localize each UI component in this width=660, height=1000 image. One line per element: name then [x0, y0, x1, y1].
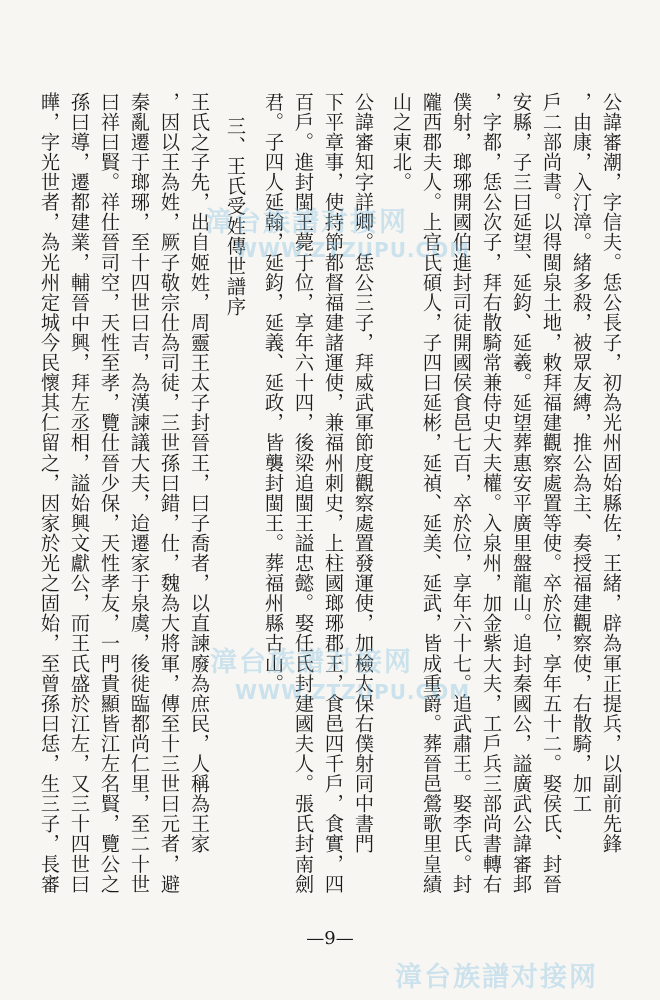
text-column-13: 王氏之子先，出自姬姓，周靈王太子封晉王，曰子喬者，以直諫廢為庶民，人稱為王家 [188, 92, 211, 854]
watermark-url: WWW.ZTZUPU.COM [235, 680, 471, 704]
text-column-1: 公諱審潮，字信夫。恁公長子，初為光州固始縣佐，王緒，辟為軍正提兵，以副前先鋒 [600, 92, 623, 854]
text-column-17: 孫曰導，遷都建業，輔晉中興，拜左丞相，謚始興文獻公，而王氏盛於江左，又三十四世曰 [68, 92, 91, 894]
text-column-18: 曄，字光世者，為光州定城今民懷其仁留之，因家於光之固始，至曾孫曰恁，生三子，長審 [38, 92, 61, 894]
text-column-14: ，因以王為姓，厥子敬宗仕為司徒，三世孫曰錯，仕，魏為大將軍，傳至十三世曰元者，避 [158, 92, 181, 894]
text-column-11: 百戶。進封閩王薨于位，享年六十四，後梁追閩王謚忠懿。娶任氏封建國夫人。張氏封南劍 [292, 92, 315, 894]
text-column-10: 下平章事，使持節都督福建諸運使，兼福州刺史，上柱國瑯琊郡王，食邑四千戶，食實，四 [322, 92, 345, 894]
text-column-8: 山之東北。 [390, 92, 413, 193]
watermark-text: 漳台族譜对接网 [395, 962, 598, 993]
text-column-4: 安縣，子三曰延望、延鈞、延羲。延望葬惠安平廣里盤龍山。追封秦國公，謚廣武公諱審邽 [510, 92, 533, 894]
text-column-12: 君。子四人延翰，延鈞，延義、延政，皆襲封閩王。葬福州縣古山。 [262, 92, 285, 694]
text-column-3: 戶二部尚書。以得閩泉土地，敕拜福建觀察處置等使。卒於位，享年五十二。娶侯氏、封晉 [540, 92, 563, 894]
watermark-url: WWW.ZTZUPU.COM [235, 238, 471, 262]
text-column-16: 曰祥曰賢。祥仕晉司空，天性至孝，覽仕晉少保，天性孝友，一門貴顯皆江左名賢，覽公之 [98, 92, 121, 894]
text-column-5: ，字都，恁公次子，拜右散騎常兼侍史大夫權。入泉州，加金紫大夫，工戶兵三部尚書轉右 [480, 92, 503, 894]
watermark-text: 漳台族譜对接网 [205, 207, 408, 238]
text-column-6: 僕射，瑯琊開國伯進封司徒開國侯食邑七百，卒於位，享年六十七。追武肅王。娶李氏。封 [450, 92, 473, 894]
watermark-text: 漳台族譜对接网 [210, 647, 413, 678]
text-column-15: 秦亂遷于瑯琊，至十四世曰吉，為漢諫議大夫，迨遷家于泉虞，後徙臨都尚仁里，至二十世 [128, 92, 151, 894]
page-number: —9— [306, 928, 354, 949]
text-column-9: 公諱審知字詳卿。恁公三子，拜威武軍節度觀察處置發運使，加檢太保右僕射同中書門 [352, 92, 375, 854]
text-column-7: 隴西郡夫人。上官氏碩人，子四曰延彬，延禎、延美、延武，皆成重爵。葬晉邑鶯歌里皇績 [420, 92, 443, 894]
text-column-2: ，由康，入汀漳。緒多殺，被眾友縛，推公為主、奏授福建觀察使，右散騎，加工 [570, 92, 593, 814]
section-heading: 三、王氏受姓傳世譜序 [224, 116, 247, 317]
